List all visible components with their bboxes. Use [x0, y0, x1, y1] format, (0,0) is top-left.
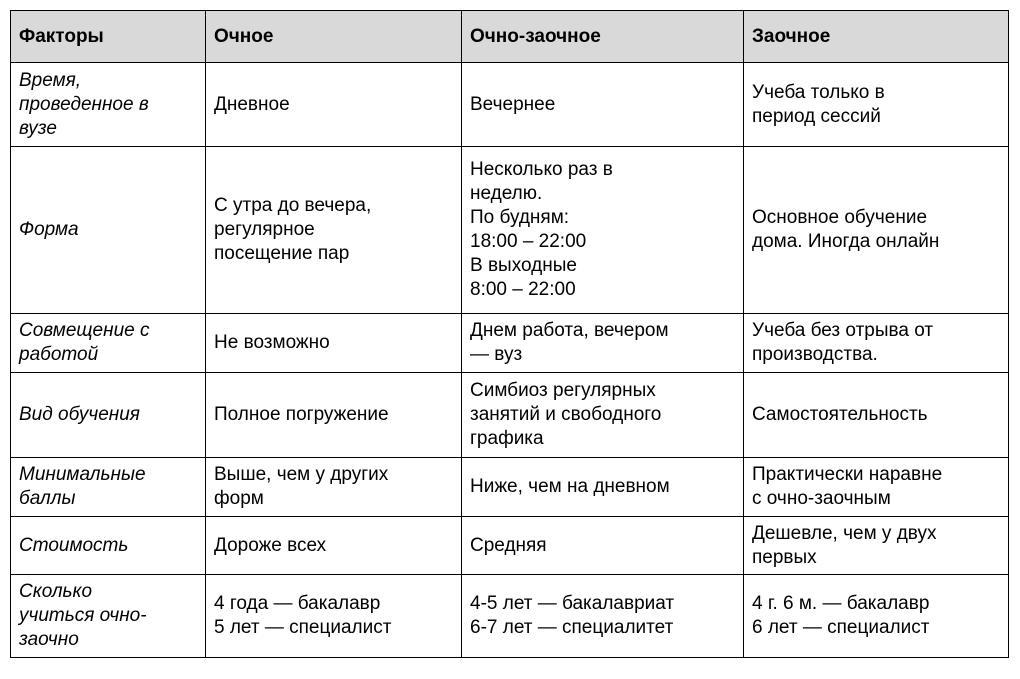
cell-line: Дороже всех [214, 534, 327, 556]
factor-cell [11, 458, 206, 517]
table-row [11, 575, 1009, 658]
cell-line: графика [470, 428, 544, 449]
cell-line: Дневное [214, 93, 290, 115]
cell-line: 6-7 лет — специалитет [470, 617, 674, 638]
cell-line: Днем работа, вечером [470, 320, 669, 341]
cell-line: Симбиоз регулярных [470, 380, 656, 401]
table-row [11, 517, 1009, 575]
cell-line: 18:00 – 22:00 [470, 231, 587, 252]
cell-line: вузе [19, 117, 57, 139]
cell-line: По будням: [470, 207, 570, 228]
full-time-cell [206, 373, 462, 458]
table-row [11, 458, 1009, 517]
full-time-cell [206, 575, 462, 658]
table-row [11, 314, 1009, 373]
full-time-cell [206, 314, 462, 373]
cell-line: Не возможно [214, 332, 330, 353]
cell-line: 4 года — бакалавр [214, 593, 381, 614]
part-time-cell [462, 314, 744, 373]
cell-line: Форма [19, 219, 79, 240]
cell-line: занятий и свободного [470, 404, 662, 425]
full-time-cell [206, 147, 462, 314]
cell-line: с очно-заочным [752, 488, 891, 509]
cell-line: Самостоятельность [752, 404, 928, 425]
distance-cell [744, 314, 1009, 373]
cell-line: Учеба только в [752, 81, 885, 103]
cell-line: 5 лет — специалист [214, 617, 392, 638]
cell-line: регулярное [214, 219, 315, 240]
cell-line: проведенное в [19, 93, 149, 115]
cell-line: Выше, чем у других [214, 464, 389, 485]
cell-line: Средняя [470, 534, 547, 556]
cell-line: Несколько раз в [470, 159, 613, 180]
table-row [11, 63, 1009, 147]
distance-cell [744, 373, 1009, 458]
cell-line: Стоимость [19, 534, 129, 556]
cell-line: форм [214, 488, 264, 509]
distance-cell [744, 63, 1009, 147]
table-row [11, 147, 1009, 314]
cell-line: Полное погружение [214, 404, 389, 425]
cell-line: 8:00 – 22:00 [470, 279, 576, 300]
cell-line: Совмещение с [19, 320, 150, 341]
comparison-table [10, 10, 1009, 658]
cell-line: Вечернее [470, 93, 556, 115]
part-time-cell [462, 373, 744, 458]
header-part-time: Очно-заочное [462, 11, 744, 63]
cell-line: В выходные [470, 255, 577, 276]
cell-line: 6 лет — специалист [752, 617, 930, 638]
header-full-time: Очное [206, 11, 462, 63]
cell-line: 4 г. 6 м. — бакалавр [752, 593, 930, 614]
cell-line: неделю. [470, 183, 543, 204]
header-factors: Факторы [11, 11, 206, 63]
factor-cell [11, 63, 206, 147]
cell-line: Минимальные [19, 464, 146, 485]
part-time-cell [462, 63, 744, 147]
cell-line: Вид обучения [19, 404, 140, 425]
distance-cell [744, 517, 1009, 575]
factor-cell [11, 373, 206, 458]
cell-line: С утра до вечера, [214, 195, 372, 216]
part-time-cell [462, 147, 744, 314]
part-time-cell [462, 575, 744, 658]
cell-line: заочно [19, 629, 79, 650]
full-time-cell [206, 458, 462, 517]
cell-line: Основное обучение [752, 207, 928, 228]
cell-line: баллы [19, 488, 76, 509]
cell-line: Ниже, чем на дневном [470, 476, 670, 497]
cell-line: учиться очно- [19, 605, 147, 626]
distance-cell [744, 147, 1009, 314]
part-time-cell [462, 458, 744, 517]
cell-line: дома. Иногда онлайн [752, 231, 940, 252]
cell-line: период сессий [752, 105, 881, 127]
factor-cell [11, 517, 206, 575]
cell-line: Практически наравне [752, 464, 943, 485]
table-header-row [11, 11, 1009, 63]
cell-line: — вуз [470, 344, 523, 365]
header-distance: Заочное [744, 11, 1009, 63]
factor-cell [11, 314, 206, 373]
cell-line: Учеба без отрыва от [752, 320, 934, 341]
full-time-cell [206, 517, 462, 575]
distance-cell [744, 575, 1009, 658]
distance-cell [744, 458, 1009, 517]
cell-line: Время, [19, 69, 82, 91]
table-row [11, 373, 1009, 458]
cell-line: работой [19, 344, 99, 365]
factor-cell [11, 147, 206, 314]
cell-line: первых [752, 546, 817, 568]
factor-cell [11, 575, 206, 658]
cell-line: 4-5 лет — бакалавриат [470, 593, 675, 614]
part-time-cell [462, 517, 744, 575]
cell-line: Дешевле, чем у двух [752, 522, 937, 544]
cell-line: производства. [752, 344, 878, 365]
cell-line: Сколько [19, 581, 93, 602]
cell-line: посещение пар [214, 243, 350, 264]
full-time-cell [206, 63, 462, 147]
